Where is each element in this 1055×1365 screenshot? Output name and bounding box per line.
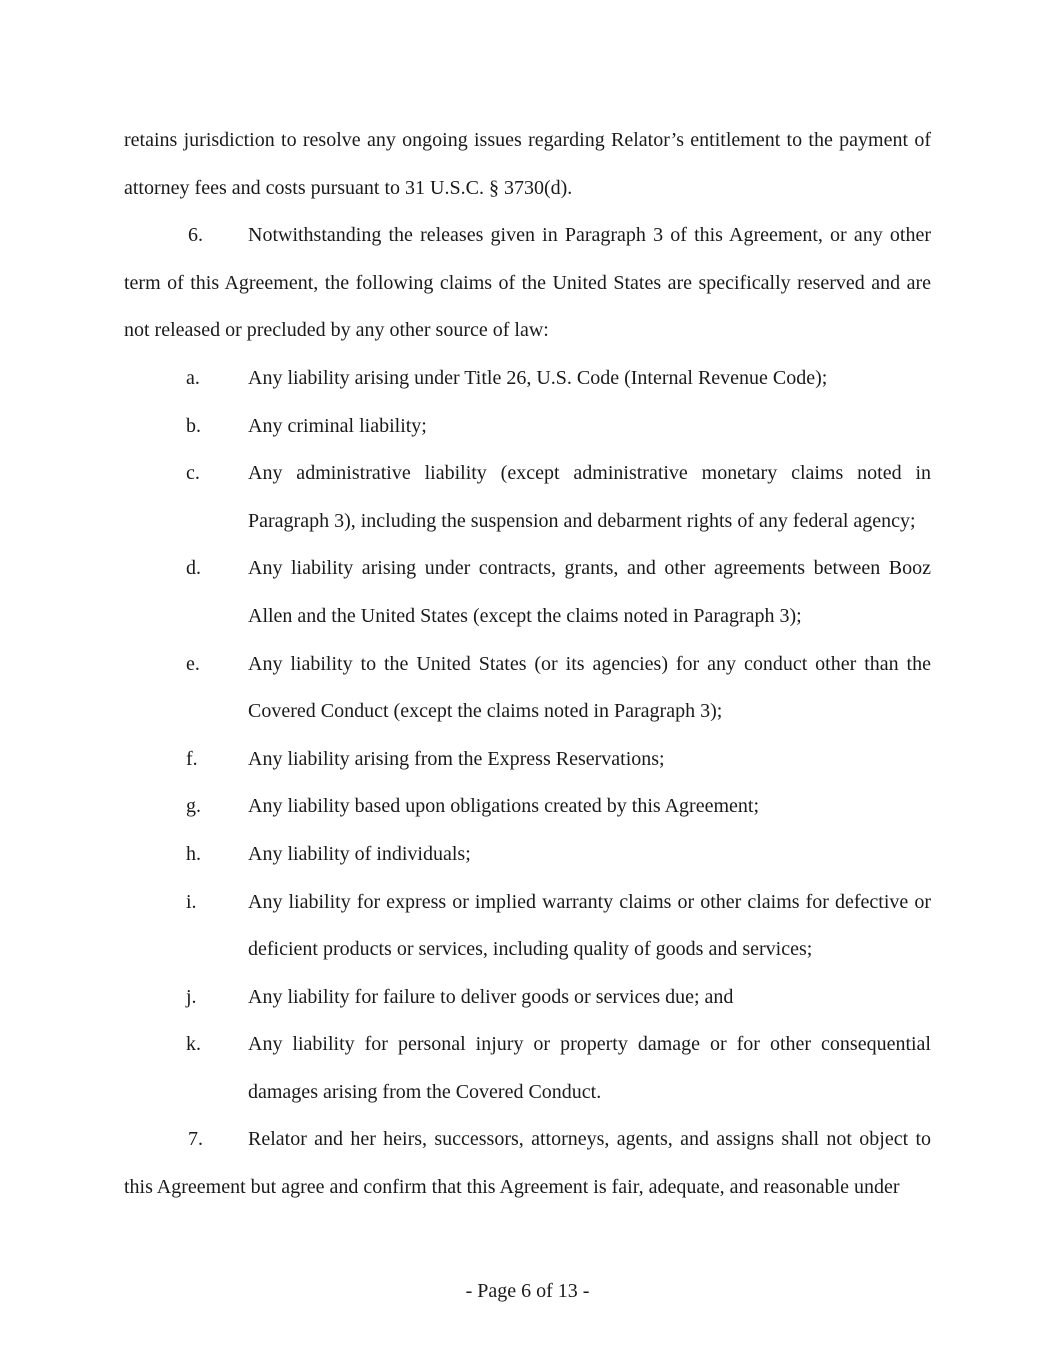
- list-item-i: [124, 879, 931, 974]
- list-item-j: [124, 974, 931, 1022]
- list-item-text: Any liability arising under Title 26, U.S. Code (Internal Revenue Code);: [248, 366, 828, 389]
- list-item-text: Any liability of individuals;: [248, 842, 471, 865]
- list-item-h: [124, 831, 931, 879]
- list-item-letter: b.: [186, 414, 201, 437]
- page-number-footer: - Page 6 of 13 -: [465, 1280, 590, 1302]
- list-item-text: Any liability based upon obligations created by this Agreement;: [248, 795, 760, 818]
- list-item-text: Any liability arising from the Express Reservations;: [248, 747, 665, 770]
- list-item-letter: a.: [186, 366, 200, 389]
- list-item-a: [124, 355, 931, 403]
- list-item-letter: i.: [186, 890, 197, 913]
- list-item-text: Any liability for failure to deliver goods or services due; and: [248, 985, 734, 1008]
- list-item-letter: c.: [186, 462, 200, 485]
- list-item-c: [124, 450, 931, 545]
- paragraph-6: [124, 212, 931, 355]
- list-item-letter: j.: [186, 985, 197, 1008]
- paragraph-6-number: 6.: [188, 224, 203, 247]
- list-item-letter: g.: [186, 795, 201, 818]
- list-item-f: [124, 736, 931, 784]
- paragraph-7-text: Relator and her heirs, successors, attorneys, agents, and assigns shall not object to this Agreement but agree and confirm that this Agreement is fair, adequate, and reasonable under: [124, 1128, 931, 1199]
- list-item-letter: f.: [186, 747, 198, 770]
- list-item-text: Any liability for personal injury or property damage or for other consequential damages arising from the Covered Conduct.: [248, 1033, 931, 1103]
- list-item-letter: e.: [186, 652, 200, 675]
- list-item-letter: d.: [186, 557, 201, 580]
- list-item-k: [124, 1021, 931, 1116]
- paragraph-6-text: Notwithstanding the releases given in Paragraph 3 of this Agreement, or any other term of this Agreement, the following claims of the United States are specifically reserved and are not released or precluded by any other source of law:: [124, 224, 931, 342]
- list-item-letter: k.: [186, 1033, 201, 1056]
- list-item-text: Any liability to the United States (or its agencies) for any conduct other than the Covered Conduct (except the claims noted in Paragraph 3);: [248, 652, 931, 723]
- list-item-text: Any liability for express or implied warranty claims or other claims for defective or deficient products or services, including quality of goods and services;: [248, 890, 931, 961]
- paragraph-7: [124, 1116, 931, 1211]
- list-item-text: Any liability arising under contracts, grants, and other agreements between Booz Allen and the United States (except the claims noted in Paragraph 3);: [248, 557, 931, 627]
- list-item-text: Any criminal liability;: [248, 414, 427, 437]
- paragraph-7-number: 7.: [188, 1128, 203, 1151]
- list-item-text: Any administrative liability (except administrative monetary claims noted in Paragraph 3), including the suspension and debarment rights of any federal agency;: [248, 462, 931, 532]
- continuation-paragraph: retains jurisdiction to resolve any ongoing issues regarding Relator’s entitlement to the payment of attorney fees and costs pursuant to 31 U.S.C. § 3730(d).: [124, 129, 931, 199]
- list-item-d: [124, 545, 931, 640]
- list-item-b: [124, 403, 931, 451]
- document-body: [124, 117, 931, 1212]
- list-item-e: [124, 641, 931, 736]
- list-item-g: [124, 783, 931, 831]
- list-item-letter: h.: [186, 842, 201, 865]
